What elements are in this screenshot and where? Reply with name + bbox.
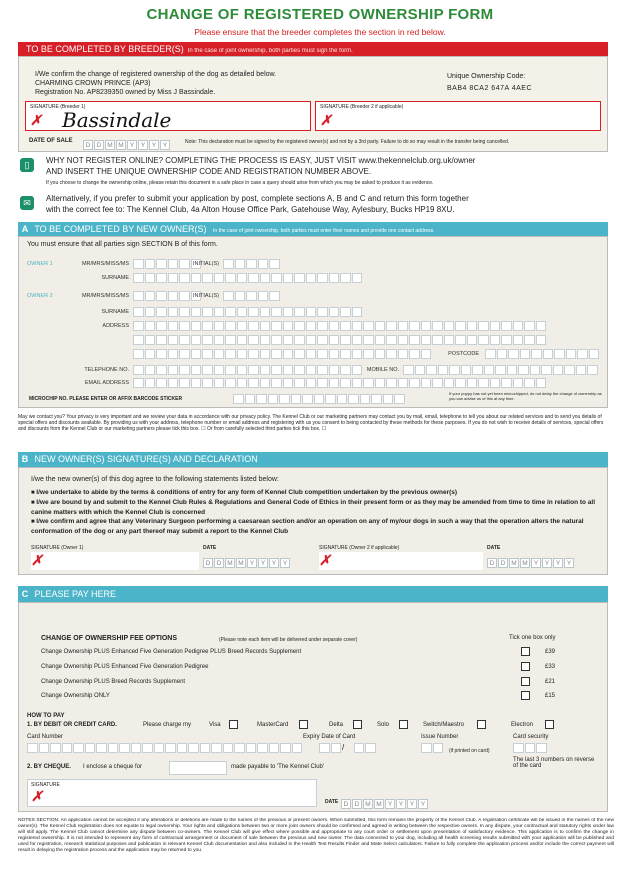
card-payment-heading: 1. BY DEBIT OR CREDIT CARD. bbox=[27, 722, 117, 728]
owner-1-date-label: DATE bbox=[203, 545, 217, 551]
section-a-title: TO BE COMPLETED BY NEW OWNER(S) bbox=[34, 224, 207, 234]
phone-icon: ▯ bbox=[20, 158, 34, 172]
owner-2-signature-field[interactable] bbox=[319, 552, 483, 570]
breeder-2-signature-box[interactable] bbox=[315, 101, 601, 131]
breeder-1-signature: Bassindale bbox=[62, 108, 172, 132]
section-b-header bbox=[18, 452, 608, 467]
section-b-title: NEW OWNER(S) SIGNATURE(S) AND DECLARATION bbox=[34, 454, 258, 464]
must-sign-note: You must ensure that all parties sign SECTION B of this form. bbox=[27, 241, 218, 248]
mobile-field[interactable] bbox=[403, 365, 599, 375]
postcode-label: POSTCODE bbox=[448, 351, 479, 357]
how-to-pay-heading: HOW TO PAY bbox=[27, 713, 65, 719]
electron-checkbox[interactable] bbox=[545, 720, 554, 729]
email-field[interactable] bbox=[133, 378, 547, 388]
post-line-1: Alternatively, if you prefer to submit your application by post, complete sections A, B and C and return this form together bbox=[46, 194, 469, 203]
card-type-visa: Visa bbox=[209, 722, 221, 728]
fee-option-label: Change Ownership ONLY bbox=[41, 693, 110, 699]
issue-number-field[interactable] bbox=[421, 743, 444, 753]
issue-number-label: Issue Number bbox=[421, 734, 459, 740]
card-type-delta: Delta bbox=[329, 722, 344, 728]
owner-1-date-boxes[interactable]: D D M M Y Y Y Y bbox=[203, 554, 291, 572]
card-security-label: Card security bbox=[513, 734, 549, 740]
online-line-1: WHY NOT REGISTER ONLINE? COMPLETING THE PROCESS IS EASY, JUST VISIT www.thekennelclub.org.uk/owner bbox=[46, 156, 476, 165]
payment-date-label: DATE bbox=[325, 799, 339, 805]
post-line-2: with the correct fee to: The Kennel Club, 4a Alton House Office Park, Gatehouse Way, Aylesbury, Bucks HP19 8XU. bbox=[46, 205, 455, 214]
cheque-payable-text: made payable to 'The Kennel Club' bbox=[231, 764, 325, 770]
section-c-title: PLEASE PAY HERE bbox=[34, 589, 117, 599]
breeder-section-note: In the case of joint ownership, both parties must sign the form. bbox=[187, 48, 353, 54]
card-type-switch: Switch/Maestro bbox=[423, 722, 465, 728]
owner-2-signature-label: SIGNATURE (Owner 2 if applicable) bbox=[319, 545, 400, 551]
fee-option-price: £21 bbox=[545, 679, 556, 685]
owner-1-initials-field[interactable] bbox=[223, 259, 281, 269]
declaration-statement: ■ I/we are bound by and submit to the Kennel Club Rules & Regulations and General Code of Ethics in their present form or as they may be amended from time to time in relation to all canine matters with which the Kennel Club is concerned bbox=[31, 498, 601, 517]
card-number-field[interactable] bbox=[27, 743, 303, 753]
sign-here-icon: ✗ bbox=[319, 552, 331, 568]
owner-1-signature-field[interactable] bbox=[31, 552, 199, 570]
solo-checkbox[interactable] bbox=[399, 720, 408, 729]
envelope-icon: ✉ bbox=[20, 196, 34, 210]
delta-checkbox[interactable] bbox=[353, 720, 362, 729]
owner-1-surname-label: SURNAME bbox=[101, 275, 129, 281]
notes-section: NOTES SECTION: An application cannot be accepted if any alterations or deletions are made to the names of the previous or present owners. When submitted, this form remains the property of the Kennel Club. A registration certificate will be issued in the names of the new owner(s). The Kennel Club registration does not equate to legal ownership. Your rights and obligations between two or more joint owners should be confirmed and agreed in writing between the respective owners. In any dispute, your contractual and statutory rights under law will still apply. The Kennel Club cannot determine any dispute between co-owners. The Kennel Club will give effect where possible and appropriate to any court order or settlement upon presentation of satisfactory evidence. This application is to confirm the change in registered ownership. It is not intended to represent any form of contractual arrangement or document of sale between the previous and new owner. The data connected to your dog, including all health screening results submitted with your application will be published and used for registration, research statistical purposes and publication in relevant Kennel Club documentation and also included in the Health Test Results Finder and Mate Select calculators. Failure to fully complete the application process and/or include the correct payment will result in delaying the registration process and the application may be returned to you. bbox=[18, 818, 614, 853]
expiry-label: Expiry Date of Card bbox=[303, 734, 356, 740]
telephone-field[interactable] bbox=[133, 365, 363, 375]
date-of-sale-note: Note: This declaration must be signed by the registered owner(s) and not by a 3rd party. Failure to do so may result in the transfer being cancelled. bbox=[185, 139, 510, 145]
microchip-field[interactable] bbox=[233, 394, 406, 404]
owner-1-title-label: MR/MRS/MISS/MS bbox=[81, 261, 129, 267]
owner-2-label: OWNER 2 bbox=[27, 293, 53, 299]
owner-1-surname-field[interactable] bbox=[133, 273, 363, 283]
breeder-1-signature-label: SIGNATURE (Breeder 1) bbox=[30, 104, 86, 110]
section-a-header bbox=[18, 222, 608, 236]
breeder-section-title: TO BE COMPLETED BY BREEDER(S) bbox=[26, 44, 184, 54]
section-a-note: In the case of joint ownership, both parties must enter their names and provide one contact address. bbox=[213, 228, 435, 234]
card-security-note: The last 3 numbers on reverse of the card bbox=[513, 757, 595, 769]
microchip-label: MICROCHIP NO. PLEASE ENTER OR AFFIX BARCODE STICKER bbox=[29, 396, 183, 402]
card-security-field[interactable] bbox=[513, 743, 548, 753]
unique-ownership-code: BAB4 8CA2 647A 4AEC bbox=[447, 85, 532, 92]
fee-option-label: Change Ownership PLUS Enhanced Five Generation Pedigree PLUS Breed Records Supplement bbox=[41, 649, 302, 655]
cheque-amount-field[interactable] bbox=[169, 761, 227, 775]
payment-signature-field[interactable] bbox=[27, 779, 317, 807]
email-label: EMAIL ADDRESS bbox=[84, 380, 129, 386]
sign-here-icon: ✗ bbox=[31, 788, 43, 804]
declaration-statements bbox=[31, 488, 601, 536]
card-type-solo: Solo bbox=[377, 722, 390, 728]
address-field-line-2[interactable] bbox=[133, 335, 547, 345]
expiry-field[interactable]: / bbox=[319, 743, 377, 753]
mastercard-checkbox[interactable] bbox=[299, 720, 308, 729]
sign-here-icon: ✗ bbox=[30, 112, 42, 128]
owner-1-initials-label: INITIAL(S) bbox=[193, 261, 219, 267]
microchip-note: If your puppy has not yet been microchipped, do not delay the change of ownership as you can advise us of this at any time. bbox=[449, 391, 602, 401]
owner-2-date-boxes[interactable]: D D M M Y Y Y Y bbox=[487, 554, 575, 572]
fee-option-price: £39 bbox=[545, 649, 556, 655]
section-b bbox=[18, 467, 608, 575]
owner-2-title-label: MR/MRS/MISS/MS bbox=[81, 293, 129, 299]
visa-checkbox[interactable] bbox=[229, 720, 238, 729]
owner-2-surname-label: SURNAME bbox=[101, 309, 129, 315]
fee-option-checkbox[interactable] bbox=[521, 647, 530, 656]
online-line-2: AND INSERT THE UNIQUE OWNERSHIP CODE AND REGISTRATION NUMBER ABOVE. bbox=[46, 167, 372, 176]
declaration-statement: ■ I/we undertake to abide by the terms & conditions of entry for any form of Kennel Club competition undertaken by the previous owner(s) bbox=[31, 488, 601, 498]
payment-date-boxes[interactable]: D D M M Y Y Y Y bbox=[341, 795, 429, 813]
postcode-field[interactable] bbox=[485, 349, 600, 359]
breeder-confirm-text: I/We confirm the change of registered ownership of the dog as detailed below. bbox=[35, 71, 277, 78]
card-type-mastercard: MasterCard bbox=[257, 722, 289, 728]
breeder-section bbox=[18, 56, 608, 152]
fee-option-checkbox[interactable] bbox=[521, 662, 530, 671]
fee-options-heading: CHANGE OF OWNERSHIP FEE OPTIONS bbox=[41, 635, 177, 642]
payment-signature-label: SIGNATURE bbox=[31, 782, 60, 788]
fee-option-label: Change Ownership PLUS Breed Records Supplement bbox=[41, 679, 186, 685]
cheque-payment-heading: 2. BY CHEQUE. bbox=[27, 764, 71, 770]
breeder-1-signature-box[interactable] bbox=[25, 101, 311, 131]
sign-here-icon: ✗ bbox=[320, 112, 332, 128]
owner-2-initials-field[interactable] bbox=[223, 291, 281, 301]
switch-checkbox[interactable] bbox=[477, 720, 486, 729]
breeder-2-signature-label: SIGNATURE (Breeder 2 if applicable) bbox=[320, 104, 404, 110]
tick-one-heading: Tick one box only bbox=[509, 635, 556, 641]
unique-code-label: Unique Ownership Code: bbox=[447, 73, 526, 80]
declaration-intro: I/we the new owner(s) of this dog agree to the following statements listed below: bbox=[31, 476, 279, 483]
declaration-statement: ■ I/we confirm and agree that any Veterinary Surgeon performing a caesarean section and/or an operation on any of my/our dogs in such a way that the operation alters the natural conformation of the dog or any part thereof may submit a report to the Kennel Club bbox=[31, 517, 601, 536]
fee-option-label: Change Ownership PLUS Enhanced Five Generation Pedigree bbox=[41, 664, 209, 670]
address-label: ADDRESS bbox=[102, 323, 129, 329]
telephone-label: TELEPHONE NO. bbox=[84, 367, 129, 373]
online-line-3: If you choose to change the ownership online, please retain this document in a safe place in case a query should arise from which you may be asked to produce it as evidence. bbox=[46, 180, 434, 186]
breeder-section-header bbox=[18, 42, 608, 56]
dog-name: CHARMING CROWN PRINCE (AP3) bbox=[35, 80, 151, 87]
fee-option-price: £15 bbox=[545, 693, 556, 699]
owner-2-date-label: DATE bbox=[487, 545, 501, 551]
card-number-label: Card Number bbox=[27, 734, 64, 740]
owner-1-signature-label: SIGNATURE (Owner 1) bbox=[31, 545, 84, 551]
owner-1-label: OWNER 1 bbox=[27, 261, 53, 267]
fee-option-checkbox[interactable] bbox=[521, 691, 530, 700]
privacy-notice: May we contact you? Your privacy is very important and we review your data in accordance with our privacy policy. The Kennel Club or our marketing partners may contact you by mail, email, telephone to tell you about our related services and to send you details of special offers and discounts available. By providing us with your address, telephone number or email address and registering with us you consent to being contacted by these methods for these purposes. If you do not wish to receive details of services, special offers and discounts from the Kennel Club or our marketing partners please tick this box. ☐ Or from carefully selected third parties tick this box. ☐ bbox=[18, 414, 604, 433]
registration-number: Registration No. AP8239350 owned by Miss J Bassindale. bbox=[35, 89, 216, 96]
charge-my-label: Please charge my bbox=[143, 722, 192, 728]
fee-option-checkbox[interactable] bbox=[521, 677, 530, 686]
sign-here-icon: ✗ bbox=[31, 552, 43, 568]
address-field-line-3[interactable] bbox=[133, 349, 432, 359]
fee-options-note: (Please note each item will be delivered under separate cover) bbox=[219, 637, 358, 643]
date-of-sale-boxes[interactable]: D D M M Y Y Y Y bbox=[83, 136, 171, 154]
owner-2-initials-label: INITIAL(S) bbox=[193, 293, 219, 299]
address-field-line-1[interactable] bbox=[133, 321, 547, 331]
form-subtitle: Please ensure that the breeder completes the section in red below. bbox=[194, 27, 446, 37]
section-c-letter: C bbox=[21, 589, 29, 599]
card-type-electron: Electron bbox=[511, 722, 534, 728]
fee-option-price: £33 bbox=[545, 664, 556, 670]
section-a bbox=[18, 236, 608, 408]
owner-2-surname-field[interactable] bbox=[133, 307, 363, 317]
date-of-sale-label: DATE OF SALE bbox=[29, 138, 73, 144]
mobile-label: MOBILE NO. bbox=[366, 367, 399, 373]
section-b-letter: B bbox=[21, 454, 29, 464]
form-title: CHANGE OF REGISTERED OWNERSHIP FORM bbox=[146, 6, 494, 23]
section-a-letter: A bbox=[21, 224, 29, 234]
issue-number-note: (if printed on card) bbox=[449, 748, 490, 754]
section-c bbox=[18, 602, 608, 812]
section-c-header bbox=[18, 586, 608, 602]
cheque-text: I enclose a cheque for bbox=[83, 764, 143, 770]
